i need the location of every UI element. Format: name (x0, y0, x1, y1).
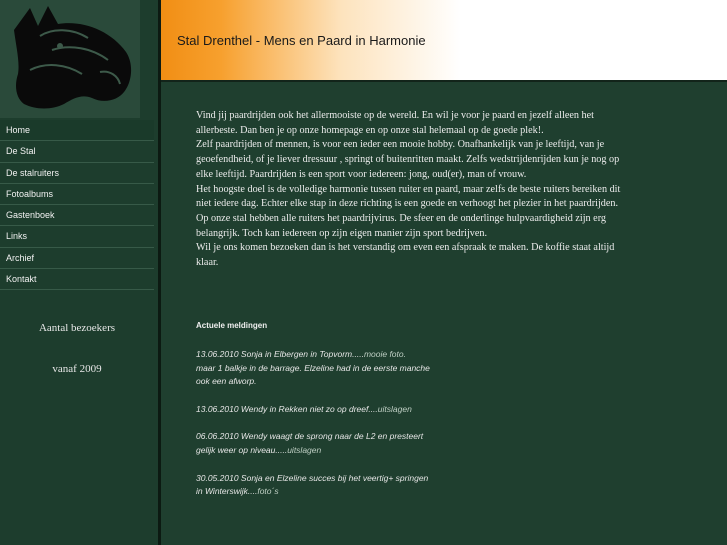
nav-item-kontakt[interactable]: Kontakt (0, 269, 154, 290)
news-date: 06.06.2010 (196, 431, 239, 442)
news-text: Sonja in Elbergen in Topvorm..... (240, 349, 364, 359)
news-link[interactable]: uitslagen (287, 444, 322, 455)
intro-paragraph: Vind jij paardrijden ook het allermooiste op de wereld. En wil je voor je paard en jezelf alleen het allerbeste. Dan ben je op onze homepage en op onze stal helemaal op de goede plek!. (196, 110, 594, 136)
news-link[interactable]: uitslagen (377, 403, 412, 414)
nav-item-home[interactable]: Home (0, 120, 154, 141)
intro-paragraph: Het hoogste doel is de volledige harmonie tussen ruiter en paard, maar zelfs de beste ruiters bereiken dit niet iedere dag. Echter elke stap in deze richting is een goede en verhoogt het plezier in het paardrijden. (196, 183, 621, 210)
news-date: 13.06.2010 (196, 349, 239, 359)
intro-text (196, 109, 628, 271)
news-heading: Actuele meldingen (196, 321, 268, 330)
news-item (196, 348, 436, 389)
nav-item-archief[interactable]: Archief (0, 248, 154, 269)
news-text: maar 1 balkje in de barrage. Elzeline had in de eerste manche ook een afworp. (196, 362, 430, 387)
news-text: Sonja en Elzeline succes bij het veertig+ springen in Winterswijk.... (196, 472, 429, 497)
intro-paragraph: Op onze stal hebben alle ruiters het paardrijvirus. De sfeer en de onderlinge hulpvaardigheid zijn erg belangrijk. Toch kan iedereen op zijn eigen manier zijn sport bedrijven. (196, 212, 606, 239)
main-nav (0, 120, 154, 290)
nav-item-gastenboek[interactable]: Gastenboek (0, 205, 154, 226)
visitor-counter-label: Aantal bezoekers (38, 322, 116, 334)
news-text: Wendy waagt de sprong naar de L2 en presteert gelijk weer op niveau..... (196, 431, 424, 455)
news-item (196, 403, 436, 417)
intro-paragraph: Wil je ons komen bezoeken dan is het verstandig om even een afspraak te maken. De koffie staat altijd klaar. (196, 242, 615, 269)
news-link[interactable]: mooie foto. (363, 349, 406, 359)
intro-paragraph: Zelf paardrijden of mennen, is voor een ieder een mooie hobby. Onafhankelijk van je leeftijd, van je geoefendheid, of je liever dressuur , springt of buitenritten maakt. Zelfs wedstrijdenrijden kun je nog op elke leeftijd. Paardrijden is een sport voor iedereen: jong, oud(er), man of vrouw. (196, 139, 620, 180)
news-date: 30.05.2010 (196, 472, 239, 483)
nav-item-de-stalruiters[interactable]: De stalruiters (0, 163, 154, 184)
nav-item-links[interactable]: Links (0, 226, 154, 247)
nav-item-fotoalbums[interactable]: Fotoalbums (0, 184, 154, 205)
page-title: Stal Drenthel - Mens en Paard in Harmonie (177, 33, 426, 48)
news-item (196, 472, 436, 499)
header-divider (161, 80, 727, 82)
horse-head-icon (0, 0, 140, 118)
horse-head-logo-icon[interactable] (0, 0, 140, 118)
nav-item-de-stal[interactable]: De Stal (0, 141, 154, 162)
news-text: Wendy in Rekken niet zo op dreef.... (240, 403, 378, 414)
visitor-counter-since: vanaf 2009 (52, 363, 102, 375)
news-date: 13.06.2010 (196, 403, 239, 414)
news-link[interactable]: foto´s (257, 486, 279, 497)
header (161, 0, 727, 80)
news-item (196, 430, 436, 457)
news-list (196, 348, 436, 513)
